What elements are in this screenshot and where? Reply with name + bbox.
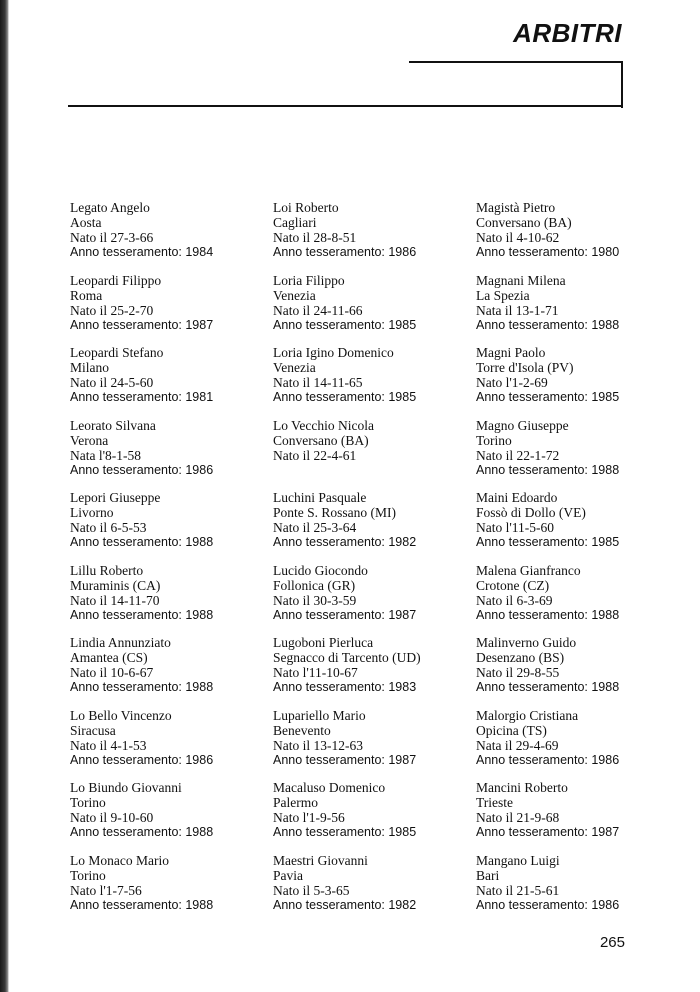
referee-name: Magno Giuseppe <box>476 417 569 433</box>
referee-entry <box>476 273 676 346</box>
referee-city: Aosta <box>70 215 102 230</box>
referee-name: Loi Roberto <box>273 200 339 215</box>
referee-birth: Nato il 30-3-59 <box>273 592 357 608</box>
referee-entry <box>70 563 270 636</box>
referee-membership-year: Anno tesseramento: 1986 <box>273 245 417 259</box>
referee-city: Torino <box>476 432 512 448</box>
referee-birth: Nato l'11-10-67 <box>273 665 358 680</box>
referee-name: Lillu Roberto <box>70 562 144 578</box>
referee-membership-year: Anno tesseramento: 1988 <box>70 680 214 694</box>
referee-name: Magistà Pietro <box>476 200 556 215</box>
referee-birth: Nato l'11-5-60 <box>476 520 555 535</box>
referee-membership-year: Anno tesseramento: 1987 <box>273 607 417 622</box>
referee-membership-year: Anno tesseramento: 1986 <box>476 897 620 912</box>
referee-name: Malinverno Guido <box>476 635 577 650</box>
referee-name: Leorato Silvana <box>70 417 156 433</box>
referee-name: Luchini Pasquale <box>273 490 367 505</box>
referee-entry <box>476 780 676 853</box>
referee-city: Benevento <box>273 722 331 738</box>
referee-name: Legato Angelo <box>70 200 150 215</box>
referee-membership-year: Anno tesseramento: 1988 <box>70 897 214 912</box>
referee-name: Loria Igino Domenico <box>273 345 394 360</box>
referee-entry <box>70 200 270 273</box>
referee-membership-year <box>273 463 473 478</box>
referee-entry <box>273 635 473 708</box>
referee-name: Leopardi Stefano <box>70 345 164 360</box>
referee-entry <box>476 853 676 926</box>
referee-entry <box>70 345 270 418</box>
referee-city: Torino <box>70 795 106 810</box>
referee-birth: Nato il 4-10-62 <box>476 230 560 245</box>
referee-birth: Nato il 14-11-70 <box>70 592 160 608</box>
referee-birth: Nato il 14-11-65 <box>273 375 363 390</box>
referee-city: Conversano (BA) <box>476 215 572 230</box>
referee-membership-year: Anno tesseramento: 1988 <box>70 825 214 839</box>
referee-membership-year: Anno tesseramento: 1980 <box>476 245 620 259</box>
referee-entry <box>273 490 473 563</box>
referee-birth: Nata l'8-1-58 <box>70 447 142 463</box>
referee-entry <box>70 273 270 346</box>
referee-entry <box>476 345 676 418</box>
referee-birth: Nata il 13-1-71 <box>476 302 559 318</box>
referee-name: Lepori Giuseppe <box>70 490 161 505</box>
referee-entry <box>273 853 473 926</box>
referee-name: Lugoboni Pierluca <box>273 635 374 650</box>
referee-city: Torre d'Isola (PV) <box>476 360 574 375</box>
referee-name: Macaluso Domenico <box>273 780 386 795</box>
referee-city: Livorno <box>70 505 114 520</box>
referee-name: Lo Vecchio Nicola <box>273 417 374 433</box>
referee-membership-year: Anno tesseramento: 1985 <box>273 390 417 404</box>
referee-city: Opicina (TS) <box>476 722 547 738</box>
referee-column-1 <box>70 200 270 925</box>
referee-birth: Nato il 6-5-53 <box>70 520 147 535</box>
referee-name: Malorgio Cristiana <box>476 707 579 723</box>
referee-membership-year: Anno tesseramento: 1987 <box>476 825 620 839</box>
referee-column-2 <box>273 200 473 925</box>
referee-city: Follonica (GR) <box>273 577 356 593</box>
referee-name: Lindia Annunziato <box>70 635 171 650</box>
referee-city: Fossò di Dollo (VE) <box>476 505 586 520</box>
referee-entry <box>70 853 270 926</box>
referee-entry <box>476 563 676 636</box>
referee-entry <box>273 345 473 418</box>
referee-membership-year: Anno tesseramento: 1988 <box>476 462 620 477</box>
referee-birth: Nato l'1-9-56 <box>273 810 345 825</box>
book-spine-edge <box>0 0 9 992</box>
referee-entry <box>70 780 270 853</box>
referee-entry <box>273 273 473 346</box>
referee-birth: Nato il 22-1-72 <box>476 447 560 463</box>
referee-city: Muraminis (CA) <box>70 577 161 593</box>
referee-name: Maestri Giovanni <box>273 852 368 868</box>
referee-membership-year: Anno tesseramento: 1986 <box>70 462 214 477</box>
referee-birth: Nato il 21-5-61 <box>476 882 560 898</box>
referee-city: Roma <box>70 287 103 303</box>
referee-birth: Nato il 28-8-51 <box>273 230 357 245</box>
referee-membership-year: Anno tesseramento: 1988 <box>476 317 620 332</box>
referee-birth: Nato il 4-1-53 <box>70 737 147 753</box>
referee-membership-year: Anno tesseramento: 1983 <box>273 680 417 694</box>
referee-birth: Nato il 29-8-55 <box>476 665 560 680</box>
referee-entry <box>476 200 676 273</box>
referee-city: Venezia <box>273 287 316 303</box>
referee-city: Siracusa <box>70 722 116 738</box>
referee-membership-year: Anno tesseramento: 1988 <box>476 680 620 694</box>
referee-birth: Nato il 13-12-63 <box>273 737 363 753</box>
referee-city: Palermo <box>273 795 318 810</box>
referee-membership-year: Anno tesseramento: 1985 <box>273 825 417 839</box>
referee-membership-year: Anno tesseramento: 1981 <box>70 390 214 404</box>
referee-membership-year: Anno tesseramento: 1987 <box>273 752 417 767</box>
referee-membership-year: Anno tesseramento: 1985 <box>476 535 620 549</box>
referee-entry <box>476 708 676 781</box>
referee-name: Lupariello Mario <box>273 707 366 723</box>
referee-membership-year: Anno tesseramento: 1988 <box>70 535 214 549</box>
referee-entry <box>273 200 473 273</box>
referee-birth: Nato il 9-10-60 <box>70 810 154 825</box>
referee-entry <box>70 635 270 708</box>
referee-city: Desenzano (BS) <box>476 650 565 665</box>
referee-entry <box>273 563 473 636</box>
header-rule <box>68 105 623 107</box>
referee-city: Ponte S. Rossano (MI) <box>273 505 397 520</box>
referee-membership-year: Anno tesseramento: 1985 <box>476 390 620 404</box>
referee-city: Crotone (CZ) <box>476 577 550 593</box>
referee-name: Magni Paolo <box>476 345 546 360</box>
referee-city: Amantea (CS) <box>70 650 148 665</box>
referee-city: Verona <box>70 432 109 448</box>
referee-city: Bari <box>476 867 500 883</box>
referee-name: Malena Gianfranco <box>476 562 581 578</box>
referee-entry <box>70 708 270 781</box>
referee-membership-year: Anno tesseramento: 1987 <box>70 317 214 332</box>
referee-membership-year: Anno tesseramento: 1982 <box>273 897 417 912</box>
referee-name: Lo Bello Vincenzo <box>70 707 172 723</box>
referee-entry <box>273 780 473 853</box>
referee-city: Torino <box>70 867 106 883</box>
referee-membership-year: Anno tesseramento: 1986 <box>476 752 620 767</box>
referee-name: Loria Filippo <box>273 272 345 288</box>
page-title: ARBITRI <box>513 18 622 48</box>
referee-entry <box>70 490 270 563</box>
referee-city: Trieste <box>476 795 514 810</box>
referee-birth: Nato il 27-3-66 <box>70 230 154 245</box>
referee-name: Maini Edoardo <box>476 490 558 505</box>
referee-birth: Nato il 24-5-60 <box>70 375 154 390</box>
referee-membership-year: Anno tesseramento: 1988 <box>476 607 620 622</box>
referee-membership-year: Anno tesseramento: 1984 <box>70 245 214 259</box>
referee-city: La Spezia <box>476 287 530 303</box>
referee-membership-year: Anno tesseramento: 1985 <box>273 317 417 332</box>
referee-entry <box>70 418 270 491</box>
referee-name: Mancini Roberto <box>476 780 568 795</box>
referee-birth: Nato il 5-3-65 <box>273 882 350 898</box>
referee-birth: Nato il 25-3-64 <box>273 520 357 535</box>
referee-entry <box>273 708 473 781</box>
referee-city: Milano <box>70 360 109 375</box>
referee-birth: Nato il 22-4-61 <box>273 447 357 463</box>
title-frame <box>409 61 623 108</box>
referee-city: Cagliari <box>273 215 317 230</box>
referee-birth: Nata il 29-4-69 <box>476 737 559 753</box>
referee-birth: Nato il 24-11-66 <box>273 302 363 318</box>
referee-birth: Nato il 6-3-69 <box>476 592 553 608</box>
referee-name: Mangano Luigi <box>476 852 560 868</box>
referee-city: Venezia <box>273 360 316 375</box>
referee-birth: Nato il 21-9-68 <box>476 810 560 825</box>
referee-entry <box>273 418 473 491</box>
referee-city: Segnacco di Tarcento (UD) <box>273 650 421 665</box>
referee-name: Lo Monaco Mario <box>70 852 169 868</box>
referee-birth: Nato il 25-2-70 <box>70 302 154 318</box>
referee-name: Lo Biundo Giovanni <box>70 780 182 795</box>
referee-birth: Nato il 10-6-67 <box>70 665 154 680</box>
page-number: 265 <box>599 934 625 951</box>
referee-name: Lucido Giocondo <box>273 562 368 578</box>
referee-entry <box>476 418 676 491</box>
referee-name: Leopardi Filippo <box>70 272 162 288</box>
referee-entry <box>476 635 676 708</box>
referee-name: Magnani Milena <box>476 272 566 288</box>
referee-birth: Nato l'1-7-56 <box>70 882 142 898</box>
referee-membership-year: Anno tesseramento: 1982 <box>273 535 417 549</box>
referee-city: Pavia <box>273 867 303 883</box>
referee-birth: Nato l'1-2-69 <box>476 375 548 390</box>
referee-column-3 <box>476 200 676 925</box>
referee-city: Conversano (BA) <box>273 432 369 448</box>
referee-entry <box>476 490 676 563</box>
referee-membership-year: Anno tesseramento: 1986 <box>70 752 214 767</box>
referee-membership-year: Anno tesseramento: 1988 <box>70 607 214 622</box>
